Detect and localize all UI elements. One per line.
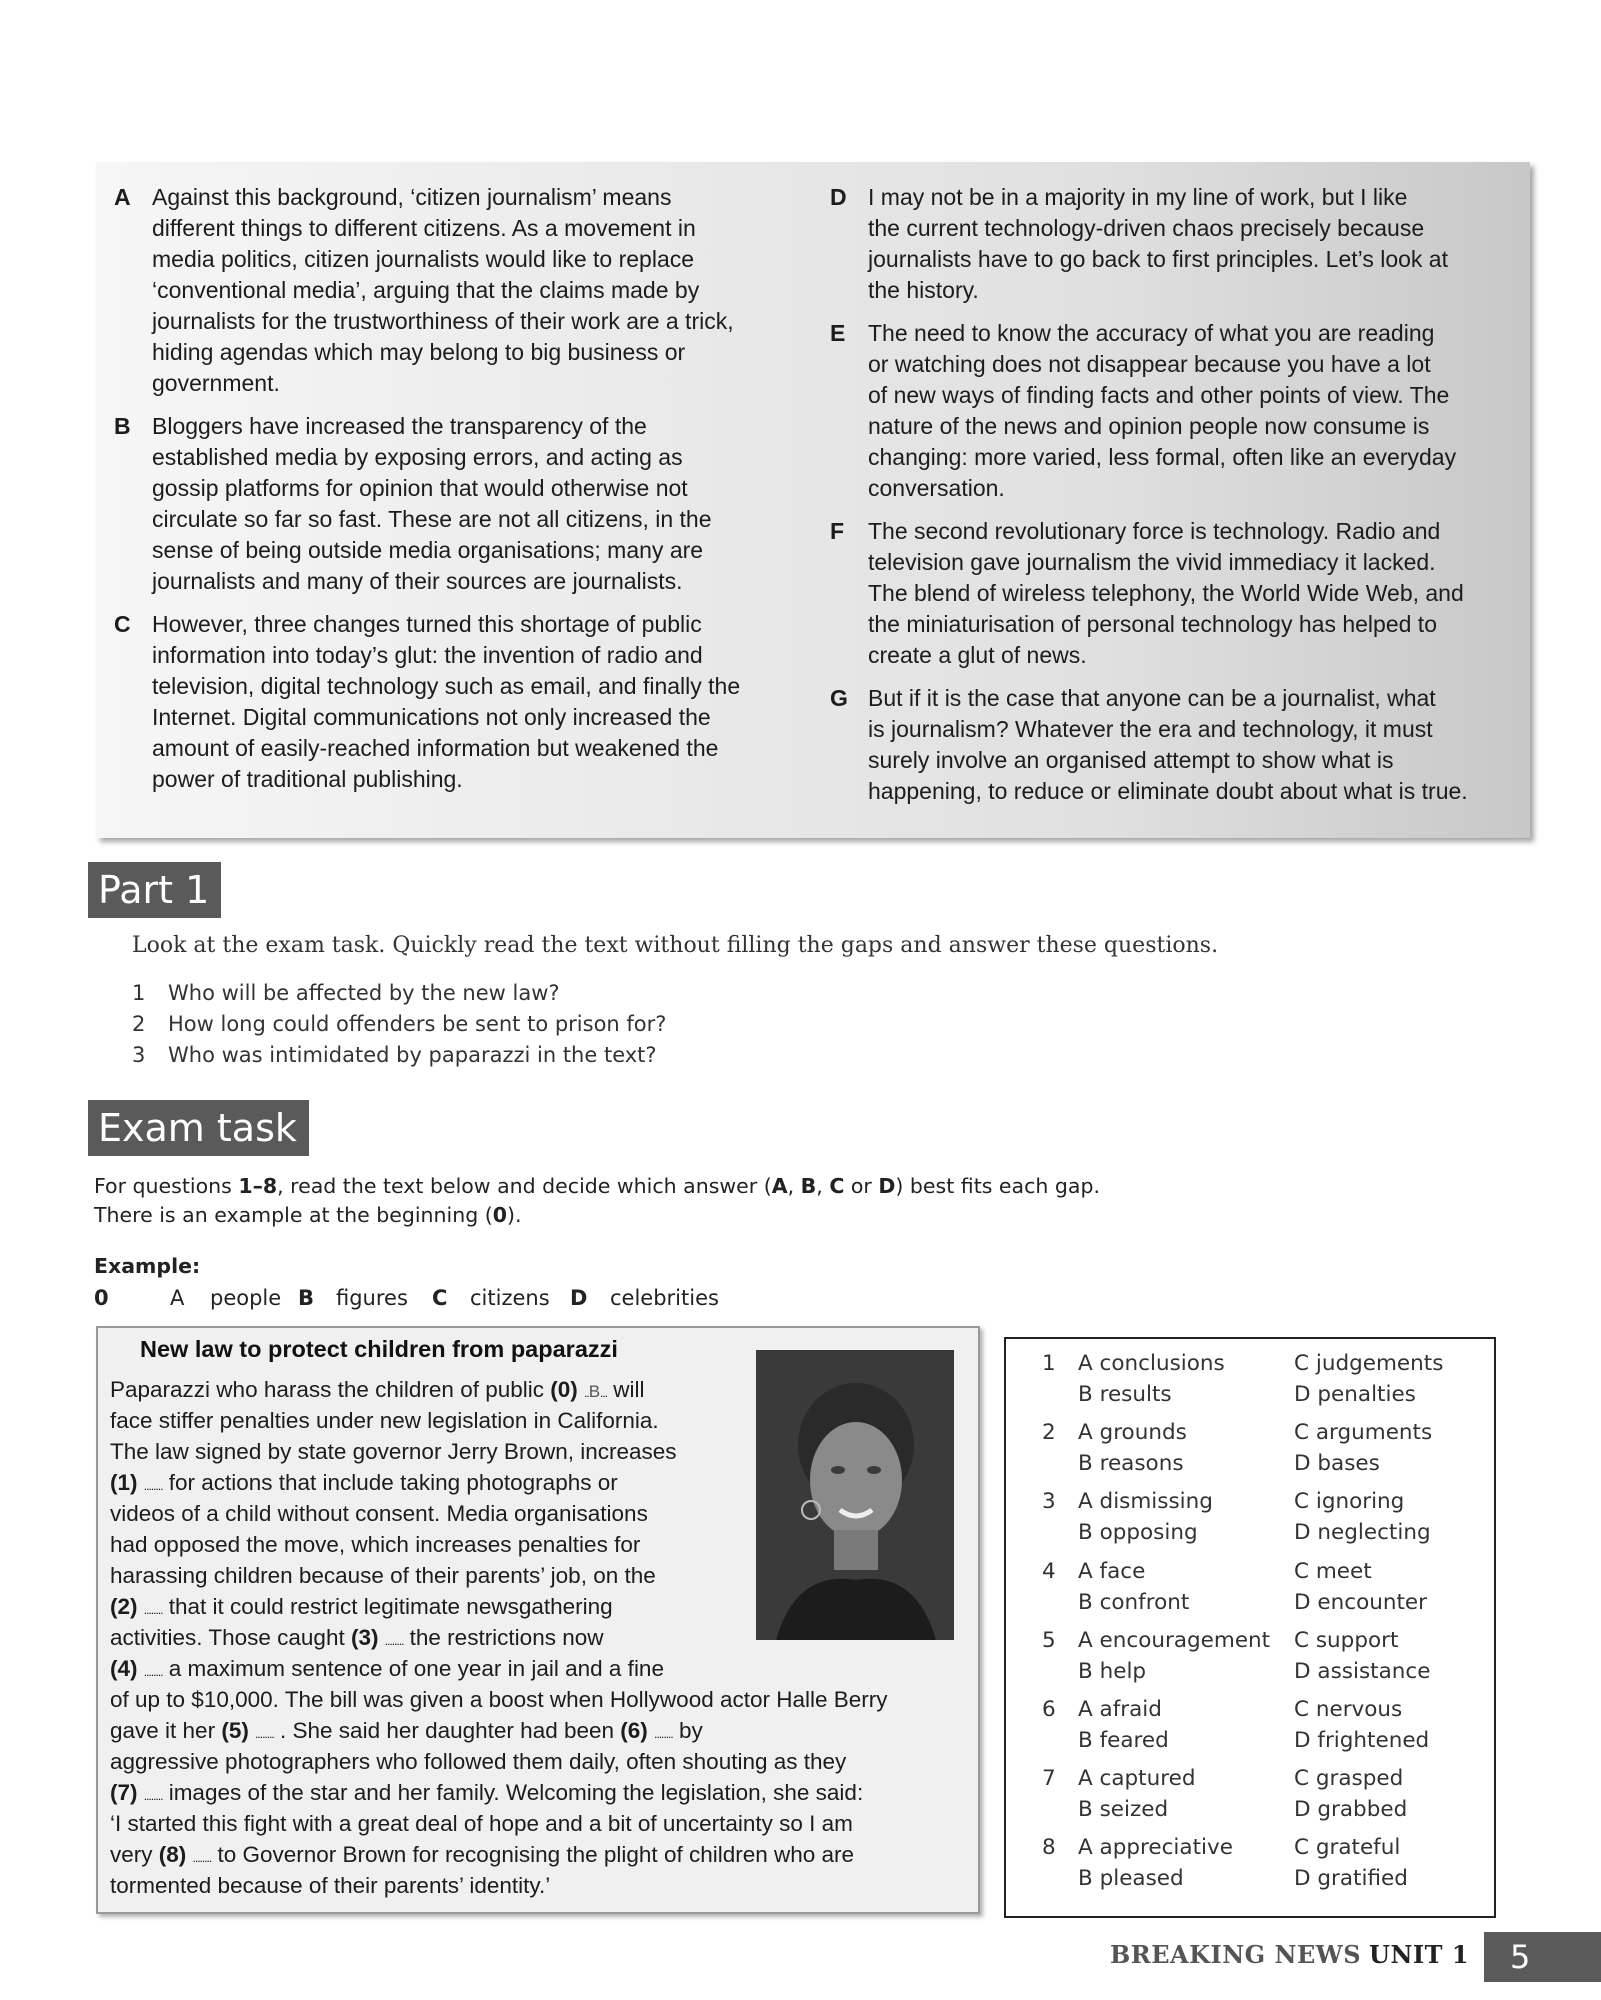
reading-text-box — [96, 162, 1530, 838]
paragraph-letter: C — [114, 611, 131, 637]
article-text-segment: very — [110, 1842, 159, 1867]
gap-number: (3) — [350, 1625, 379, 1650]
example-letter: D — [570, 1286, 588, 1310]
example-letter: A — [170, 1286, 185, 1310]
paragraph-line: gossip platforms for opinion that would otherwise not — [152, 475, 688, 501]
article-line — [110, 1529, 970, 1560]
article-text-segment: had opposed the move, which increases penalties for — [110, 1532, 641, 1557]
paragraph-line: journalists and many of their sources are journalists. — [152, 568, 683, 594]
paragraph-a — [114, 182, 794, 399]
option-number: 4 — [1042, 1558, 1056, 1584]
page-number: 5 — [1484, 1932, 1601, 1982]
gap-number: (6) — [620, 1718, 648, 1743]
article-text-segment: for actions that include taking photographs or — [162, 1470, 618, 1495]
article-line — [110, 1560, 970, 1591]
option-d: D assistance — [1294, 1658, 1431, 1684]
option-a: A conclusions — [1078, 1351, 1225, 1376]
exam-task-heading: Exam task — [88, 1100, 309, 1156]
option-number: 3 — [1042, 1489, 1056, 1515]
gap-blank: ........ — [654, 1727, 673, 1741]
article-line — [110, 1622, 970, 1653]
paragraph-line: journalists have to go back to first principles. Let’s look at — [868, 246, 1448, 272]
paragraph-b — [114, 411, 794, 597]
gap-number: (2) — [110, 1594, 138, 1619]
paragraph-line: established media by exposing errors, and acting as — [152, 444, 683, 470]
option-c: C arguments — [1294, 1420, 1433, 1446]
article-line — [110, 1839, 970, 1870]
example-number: 0 — [94, 1286, 109, 1310]
page-footer — [1110, 1940, 1469, 1969]
paragraph-line: or watching does not disappear because you have a lot — [868, 351, 1431, 377]
article-text-segment: by — [672, 1718, 703, 1743]
article-text-segment: to Governor Brown for recognising the plight of children who are — [211, 1842, 855, 1867]
article-text-segment: aggressive photographers who followed them daily, often shouting as they — [110, 1749, 847, 1774]
gap-blank: ........ — [192, 1851, 212, 1865]
option-b: B pleased — [1078, 1866, 1184, 1892]
article-line — [110, 1870, 970, 1901]
option-b: B seized — [1078, 1797, 1169, 1823]
paragraph-line: hiding agendas which may belong to big business or — [152, 339, 686, 365]
option-d: D grabbed — [1294, 1797, 1408, 1823]
option-b: B results — [1078, 1382, 1172, 1407]
paragraph-line: The second revolutionary force is technology. Radio and — [868, 518, 1441, 544]
option-d: D encounter — [1294, 1589, 1427, 1615]
option-a: A afraid — [1078, 1697, 1162, 1722]
question-item — [132, 978, 666, 1009]
article-text-segment: activities. Those caught — [110, 1625, 351, 1650]
part1-questions — [132, 978, 666, 1071]
paragraph-c — [114, 609, 794, 795]
paragraph-line: surely involve an organised attempt to show what is — [868, 747, 1394, 773]
option-a: A dismissing — [1078, 1489, 1213, 1515]
example-letter: B — [298, 1286, 315, 1310]
option-b: B confront — [1078, 1589, 1190, 1615]
paragraph-letter: B — [114, 413, 131, 439]
paragraph-line: the miniaturisation of personal technology has helped to — [868, 611, 1437, 637]
question-item — [132, 1009, 666, 1040]
paragraph-line: television gave journalism the vivid immediacy it lacked. — [868, 549, 1436, 575]
gap-number: (5) — [221, 1718, 249, 1743]
paragraph-f — [830, 516, 1520, 671]
article-line — [110, 1591, 970, 1622]
footer-unit: UNIT 1 — [1369, 1940, 1470, 1969]
example-option: figures — [336, 1286, 408, 1310]
instr-text: or — [844, 1174, 879, 1198]
question-number: 2 — [132, 1012, 146, 1036]
paragraph-d — [830, 182, 1520, 306]
paragraph-line: nature of the news and opinion people now consume is — [868, 413, 1430, 439]
article-line — [110, 1498, 970, 1529]
option-a: A grounds — [1078, 1420, 1187, 1446]
paragraph-letter: A — [114, 184, 131, 210]
paragraph-line: journalists for the trustworthiness of their work are a trick, — [152, 308, 734, 334]
instr-text: For questions — [94, 1174, 239, 1198]
option-b: B reasons — [1078, 1451, 1184, 1477]
article-text-segment: of up to $10,000. The bill was given a boost when Hollywood actor Halle Berry — [110, 1687, 888, 1712]
gap-blank: ... — [600, 1386, 608, 1400]
article-text — [110, 1374, 970, 1901]
gap-blank: ........ — [143, 1789, 163, 1803]
option-c: C ignoring — [1294, 1489, 1405, 1515]
right-column — [830, 182, 1520, 819]
paragraph-line: the current technology-driven chaos precisely because — [868, 215, 1425, 241]
option-a: A appreciative — [1078, 1835, 1233, 1861]
paragraph-line: I may not be in a majority in my line of work, but I like — [868, 184, 1408, 210]
article-box — [96, 1326, 980, 1914]
part1-heading: Part 1 — [88, 862, 221, 918]
article-text-segment: images of the star and her family. Welcoming the legislation, she said: — [162, 1780, 864, 1805]
article-text-segment: . She said her daughter had been — [273, 1718, 621, 1743]
paragraph-line: Against this background, ‘citizen journalism’ means — [152, 184, 672, 210]
gap-number: (8) — [158, 1842, 187, 1867]
paragraph-letter: F — [830, 518, 845, 544]
option-d: D bases — [1294, 1451, 1380, 1477]
example-label: Example: — [94, 1254, 201, 1278]
gap-blank: ........ — [143, 1603, 163, 1617]
option-number: 2 — [1042, 1420, 1056, 1446]
paragraph-e — [830, 318, 1520, 504]
article-line — [110, 1653, 970, 1684]
paragraph-letter: G — [830, 685, 848, 711]
option-number: 1 — [1042, 1351, 1056, 1376]
option-a: A encouragement — [1078, 1627, 1271, 1653]
article-text-segment: harassing children because of their parents’ job, on the — [110, 1563, 656, 1588]
option-c: C support — [1294, 1627, 1399, 1653]
paragraph-line: amount of easily-reached information but weakened the — [152, 735, 719, 761]
paragraph-letter: D — [830, 184, 847, 210]
gap-number: (7) — [110, 1780, 138, 1805]
paragraph-line: create a glut of news. — [868, 642, 1087, 668]
option-d: D penalties — [1294, 1382, 1416, 1407]
paragraph-line: changing: more varied, less formal, often like an everyday — [868, 444, 1457, 470]
option-c: C nervous — [1294, 1697, 1403, 1722]
article-text-segment: Paparazzi who harass the children of public — [110, 1377, 551, 1402]
question-text: Who will be affected by the new law? — [168, 981, 560, 1005]
paragraph-line: information into today’s glut: the invention of radio and — [152, 642, 703, 668]
article-title: New law to protect children from paparazzi — [140, 1336, 618, 1362]
instr-range: 1–8 — [238, 1174, 278, 1198]
gap-blank: ........ — [384, 1634, 404, 1648]
gap-number: (0) — [550, 1377, 578, 1402]
instr-letter: A — [771, 1174, 788, 1198]
article-text-segment: The law signed by state governor Jerry Brown, increases — [110, 1439, 677, 1464]
paragraph-line: the history. — [868, 277, 979, 303]
option-number: 8 — [1042, 1835, 1056, 1861]
gap-number: (1) — [110, 1470, 138, 1495]
paragraph-line: government. — [152, 370, 280, 396]
instr-text: ). — [507, 1203, 522, 1227]
instr-letter: C — [829, 1174, 845, 1198]
article-text-segment: the restrictions now — [403, 1625, 604, 1650]
instr-letter: B — [800, 1174, 817, 1198]
article-text-segment: ‘I started this fight with a great deal of hope and a bit of uncertainty so I am — [110, 1811, 853, 1836]
left-column — [114, 182, 794, 807]
paragraph-line: power of traditional publishing. — [152, 766, 463, 792]
example-row — [94, 1286, 719, 1310]
option-a: A face — [1078, 1558, 1146, 1584]
article-line — [110, 1715, 970, 1746]
gap-blank: ........ — [255, 1727, 274, 1741]
paragraph-line: However, three changes turned this shortage of public — [152, 611, 702, 637]
question-number: 1 — [132, 981, 146, 1005]
article-text-segment: will — [607, 1377, 645, 1402]
paragraph-line: of new ways of finding facts and other points of view. The — [868, 382, 1450, 408]
article-line — [110, 1777, 970, 1808]
paragraph-line: media politics, citizen journalists would like to replace — [152, 246, 695, 272]
option-a: A captured — [1078, 1766, 1196, 1792]
gap-number: (4) — [110, 1656, 138, 1681]
example-answer: B — [588, 1382, 601, 1401]
paragraph-line: The need to know the accuracy of what you are reading — [868, 320, 1435, 346]
paragraph-line: ‘conventional media’, arguing that the claims made by — [152, 277, 700, 303]
article-line — [110, 1374, 970, 1405]
paragraph-line: conversation. — [868, 475, 1005, 501]
answer-options-box — [1004, 1337, 1496, 1918]
gap-blank: ........ — [143, 1479, 163, 1493]
gap-blank: .. — [584, 1386, 589, 1400]
option-b: B feared — [1078, 1728, 1169, 1753]
paragraph-line: is journalism? Whatever the era and technology, it must — [868, 716, 1433, 742]
question-item — [132, 1040, 666, 1071]
example-letter: C — [432, 1286, 448, 1310]
option-number: 7 — [1042, 1766, 1056, 1792]
instr-text: ) best fits each gap. — [895, 1174, 1100, 1198]
option-c: C meet — [1294, 1558, 1372, 1584]
option-c: C grasped — [1294, 1766, 1404, 1792]
paragraph-line: But if it is the case that anyone can be a journalist, what — [868, 685, 1436, 711]
article-text-segment: face stiffer penalties under new legislation in California. — [110, 1408, 659, 1433]
option-b: B help — [1078, 1658, 1147, 1684]
paragraph-line: Bloggers have increased the transparency of the — [152, 413, 647, 439]
article-line — [110, 1436, 970, 1467]
article-line — [110, 1746, 970, 1777]
part1-intro: Look at the exam task. Quickly read the text without filling the gaps and answer these questions. — [132, 933, 1219, 958]
article-text-segment: a maximum sentence of one year in jail and a fine — [162, 1656, 664, 1681]
article-line — [110, 1405, 970, 1436]
paragraph-line: circulate so far so fast. These are not all citizens, in the — [152, 506, 712, 532]
footer-section: BREAKING NEWS — [1110, 1940, 1362, 1969]
instr-letter: D — [878, 1174, 896, 1198]
option-d: D gratified — [1294, 1866, 1408, 1892]
option-d: D neglecting — [1294, 1520, 1431, 1546]
instr-text: There is an example at the beginning ( — [94, 1203, 493, 1227]
paragraph-line: different things to different citizens. As a movement in — [152, 215, 696, 241]
paragraph-line: Internet. Digital communications not only increased the — [152, 704, 711, 730]
gap-blank: ........ — [143, 1665, 163, 1679]
paragraph-g — [830, 683, 1520, 807]
article-text-segment: videos of a child without consent. Media organisations — [110, 1501, 648, 1526]
article-line — [110, 1808, 970, 1839]
example-option: citizens — [470, 1286, 550, 1310]
paragraph-letter: E — [830, 320, 846, 346]
option-c: C judgements — [1294, 1351, 1444, 1376]
option-number: 5 — [1042, 1627, 1056, 1653]
question-text: How long could offenders be sent to prison for? — [168, 1012, 667, 1036]
instr-text: , read the text below and decide which answer ( — [277, 1174, 772, 1198]
article-text-segment: gave it her — [110, 1718, 222, 1743]
instr-example-number: 0 — [492, 1203, 508, 1227]
article-text-segment: that it could restrict legitimate newsgathering — [162, 1594, 613, 1619]
article-text-segment: tormented because of their parents’ identity.’ — [110, 1873, 551, 1898]
paragraph-line: The blend of wireless telephony, the World Wide Web, and — [868, 580, 1464, 606]
option-d: D frightened — [1294, 1728, 1430, 1753]
option-c: C grateful — [1294, 1835, 1401, 1861]
exam-instructions: For questions 1–8, read the text below and decide which answer (A, B, C or D) best fits each gap. There is an example at the beginning (0). — [94, 1174, 1100, 1227]
example-option: celebrities — [610, 1286, 719, 1310]
option-b: B opposing — [1078, 1520, 1198, 1546]
question-number: 3 — [132, 1043, 146, 1067]
paragraph-line: sense of being outside media organisations; many are — [152, 537, 704, 563]
paragraph-line: happening, to reduce or eliminate doubt about what is true. — [868, 778, 1468, 804]
article-line — [110, 1684, 970, 1715]
article-line — [110, 1467, 970, 1498]
paragraph-line: television, digital technology such as email, and finally the — [152, 673, 741, 699]
option-number: 6 — [1042, 1697, 1056, 1722]
example-option: people — [210, 1286, 282, 1310]
question-text: Who was intimidated by paparazzi in the text? — [168, 1043, 657, 1067]
